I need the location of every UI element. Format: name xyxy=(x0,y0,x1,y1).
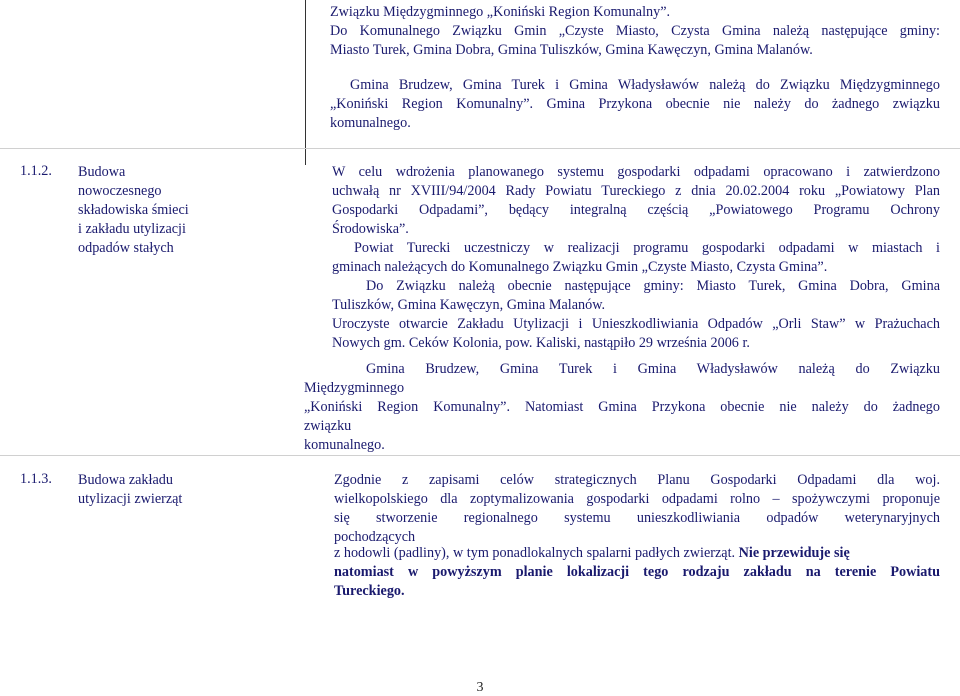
row-title xyxy=(78,471,238,509)
top-line-3: Miasto Turek, Gmina Dobra, Gmina Tuliszków, Gmina Kawęczyn, Gmina Malanów. xyxy=(330,42,813,58)
row-text-line: Środowiska”. xyxy=(332,221,409,237)
row-text-line: Zgodnie z zapisami celów strategicznych Planu Gospodarki Odpadami dla woj. xyxy=(334,472,940,488)
top-para2-line-1: Gmina Brudzew, Gmina Turek i Gmina Władysławów należą do Związku Międzygminnego xyxy=(350,77,940,93)
row-text-line: W celu wdrożenia planowanego systemu gospodarki odpadami opracowano i zatwierdzono xyxy=(332,164,940,180)
row-text-line: Uroczyste otwarcie Zakładu Utylizacji i Unieszkodliwiania Odpadów „Orli Staw” w Prażuchach xyxy=(332,316,940,332)
row-text-line: Międzygminnego xyxy=(304,380,405,396)
row-title xyxy=(78,163,218,258)
row-title-line: odpadów stałych xyxy=(78,240,174,256)
row-title-line: Budowa zakładu xyxy=(78,472,173,488)
row-text-line: związku xyxy=(304,418,352,434)
row-text-line: Nowych gm. Ceków Kolonia, pow. Kaliski, nastąpiło 29 września 2006 r. xyxy=(332,335,750,351)
row-text-bold: Nie przewiduje się xyxy=(738,545,850,561)
row-number: 1.1.3. xyxy=(20,471,52,487)
row-text-line: pochodzących xyxy=(334,529,416,545)
row-title-line: składowiska śmieci xyxy=(78,202,189,218)
row-text-line xyxy=(334,544,940,563)
row-text-line: komunalnego. xyxy=(304,437,385,453)
row-text-bold-line: natomiast w powyższym planie lokalizacji tego rodzaju zakładu na terenie Powiatu xyxy=(334,564,940,580)
row-text-line: Gmina Brudzew, Gmina Turek i Gmina Władysławów należą do Związku xyxy=(366,361,940,377)
page-number: 3 xyxy=(476,680,484,695)
row-title-line: Budowa xyxy=(78,164,126,180)
row-title-line: i zakładu utylizacji xyxy=(78,221,186,237)
row-text-bold-line: Tureckiego. xyxy=(334,583,405,599)
top-line-2: Do Komunalnego Związku Gmin „Czyste Miasto, Czysta Gmina należą następujące gminy: xyxy=(330,23,940,39)
table-left-border xyxy=(305,0,306,165)
row-text-line: gminach należących do Komunalnego Związku Gmin „Czyste Miasto, Czysta Gmina”. xyxy=(332,259,828,275)
row-number: 1.1.2. xyxy=(20,163,52,179)
row-text-line: „Koniński Region Komunalny”. Natomiast Gmina Przykona obecnie nie należy do żadnego xyxy=(304,399,940,415)
table-row-divider xyxy=(0,148,960,149)
row-text-line: się stworzenie regionalnego systemu unieszkodliwiania odpadów weterynaryjnych xyxy=(334,510,940,526)
row-text-line: uchwałą nr XVIII/94/2004 Rady Powiatu Tureckiego z dnia 20.02.2004 roku „Powiatowy Plan xyxy=(332,183,940,199)
row-text-normal: z hodowli (padliny), w tym ponadlokalnych spalarni padłych zwierząt. xyxy=(334,545,736,561)
row-text-line: Powiat Turecki uczestniczy w realizacji programu gospodarki odpadami w miastach i xyxy=(354,240,940,256)
row-text-line: Tuliszków, Gmina Kawęczyn, Gmina Malanów. xyxy=(332,297,606,313)
row-title-line: utylizacji zwierząt xyxy=(78,491,183,507)
row-text-line: wielkopolskiego dla zoptymalizowania gospodarki odpadami rolno – spożywczymi proponuje xyxy=(334,491,940,507)
row-text-line: Gospodarki Odpadami”, będący integralną częścią „Powiatowego Programu Ochrony xyxy=(332,202,940,218)
top-para2-line-3: komunalnego. xyxy=(330,115,411,131)
top-para2-line-2: „Koniński Region Komunalny”. Gmina Przykona obecnie nie należy do żadnego związku xyxy=(330,96,940,112)
row-text-line: Do Związku należą obecnie następujące gminy: Miasto Turek, Gmina Dobra, Gmina xyxy=(366,278,940,294)
row-title-line: nowoczesnego xyxy=(78,183,162,199)
table-row-divider xyxy=(0,455,960,456)
